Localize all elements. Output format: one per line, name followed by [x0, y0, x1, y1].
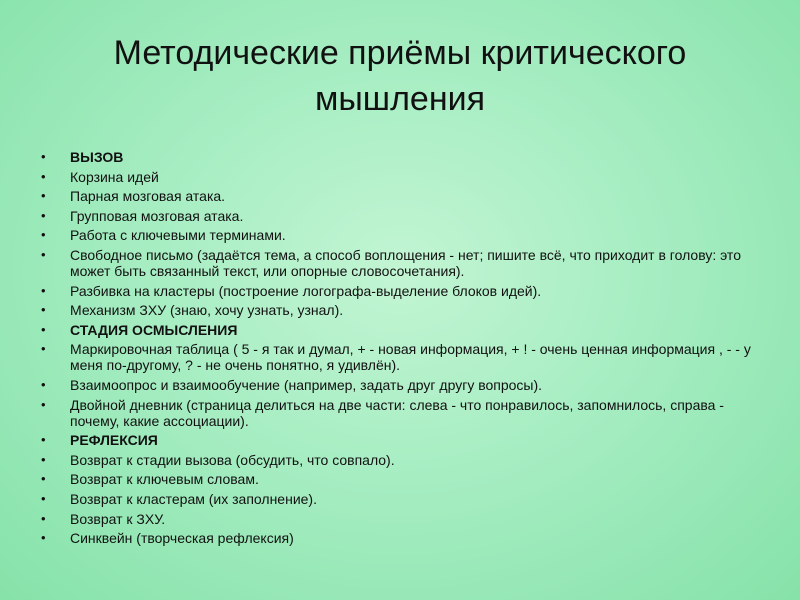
list-item	[40, 208, 755, 224]
list-item-text: ВЫЗОВ	[70, 149, 124, 165]
bullet-icon: •	[41, 227, 46, 243]
list-item-text: Работа с ключевыми терминами.	[70, 227, 286, 244]
list-item	[40, 471, 755, 487]
list-item-text: Маркировочная таблица ( 5 - я так и думал, + - новая информация, + ! - очень ценная информация , - - у меня по-другому, ? - не очень понятно, я удивлён).	[70, 341, 751, 374]
list-item-text: Разбивка на кластеры (построение логографа-выделение блоков идей).	[70, 282, 542, 299]
bullet-list	[40, 149, 755, 550]
list-item	[40, 397, 755, 429]
bullet-icon: •	[41, 207, 46, 223]
bullet-icon: •	[41, 341, 46, 357]
bullet-icon: •	[41, 432, 46, 448]
bullet-icon: •	[41, 451, 46, 467]
list-item-text: Возврат к стадии вызова (обсудить, что совпало).	[70, 451, 395, 468]
bullet-icon: •	[41, 188, 46, 204]
slide-title: Методические приёмы критического мышления	[113, 34, 687, 118]
bullet-icon: •	[41, 321, 46, 337]
bullet-icon: •	[41, 396, 46, 412]
list-item-text: Корзина идей	[70, 168, 159, 185]
list-item-text: СТАДИЯ ОСМЫСЛЕНИЯ	[70, 321, 238, 338]
list-item	[40, 452, 755, 468]
bullet-icon: •	[41, 282, 46, 298]
bullet-icon: •	[41, 530, 46, 546]
list-item	[40, 188, 755, 204]
list-item-text: Парная мозговая атака.	[70, 188, 226, 205]
list-item	[40, 149, 755, 165]
bullet-icon: •	[41, 376, 46, 392]
bullet-icon: •	[41, 246, 46, 262]
list-item	[40, 169, 755, 185]
list-item-text: Взаимоопрос и взаимообучение (например, задать друг другу вопросы).	[70, 376, 543, 393]
list-item-text: Свободное письмо (задаётся тема, а способ воплощения - нет; пишите всё, что приходит в голову: это может быть связанный текст, или опорные словосочетания).	[70, 246, 741, 279]
list-item-text: Групповая мозговая атака.	[70, 207, 244, 224]
bullet-icon: •	[41, 302, 46, 318]
list-item	[40, 302, 755, 318]
list-item-text: Механизм ЗХУ (знаю, хочу узнать, узнал).	[70, 302, 344, 319]
list-item-text: Возврат к кластерам (их заполнение).	[70, 490, 317, 507]
list-item	[40, 530, 755, 546]
list-item	[40, 227, 755, 243]
bullet-icon: •	[41, 490, 46, 506]
list-item	[40, 341, 755, 373]
list-item	[40, 432, 755, 448]
list-item-text: Двойной дневник (страница делиться на две части: слева - что понравилось, запомнилось, справа - почему, какие ассоциации).	[70, 396, 724, 429]
list-item	[40, 377, 755, 393]
list-item	[40, 511, 755, 527]
list-item	[40, 247, 755, 279]
list-item-text: Синквейн (творческая рефлексия)	[70, 530, 294, 547]
list-item	[40, 283, 755, 299]
list-item	[40, 322, 755, 338]
list-item-text: Возврат к ЗХУ.	[70, 510, 166, 527]
bullet-icon: •	[41, 149, 46, 164]
list-item-text: РЕФЛЕКСИЯ	[70, 432, 158, 449]
bullet-icon: •	[41, 168, 46, 184]
bullet-icon: •	[41, 510, 46, 526]
list-item-text: Возврат к ключевым словам.	[70, 471, 259, 488]
bullet-icon: •	[41, 471, 46, 487]
list-item	[40, 491, 755, 507]
